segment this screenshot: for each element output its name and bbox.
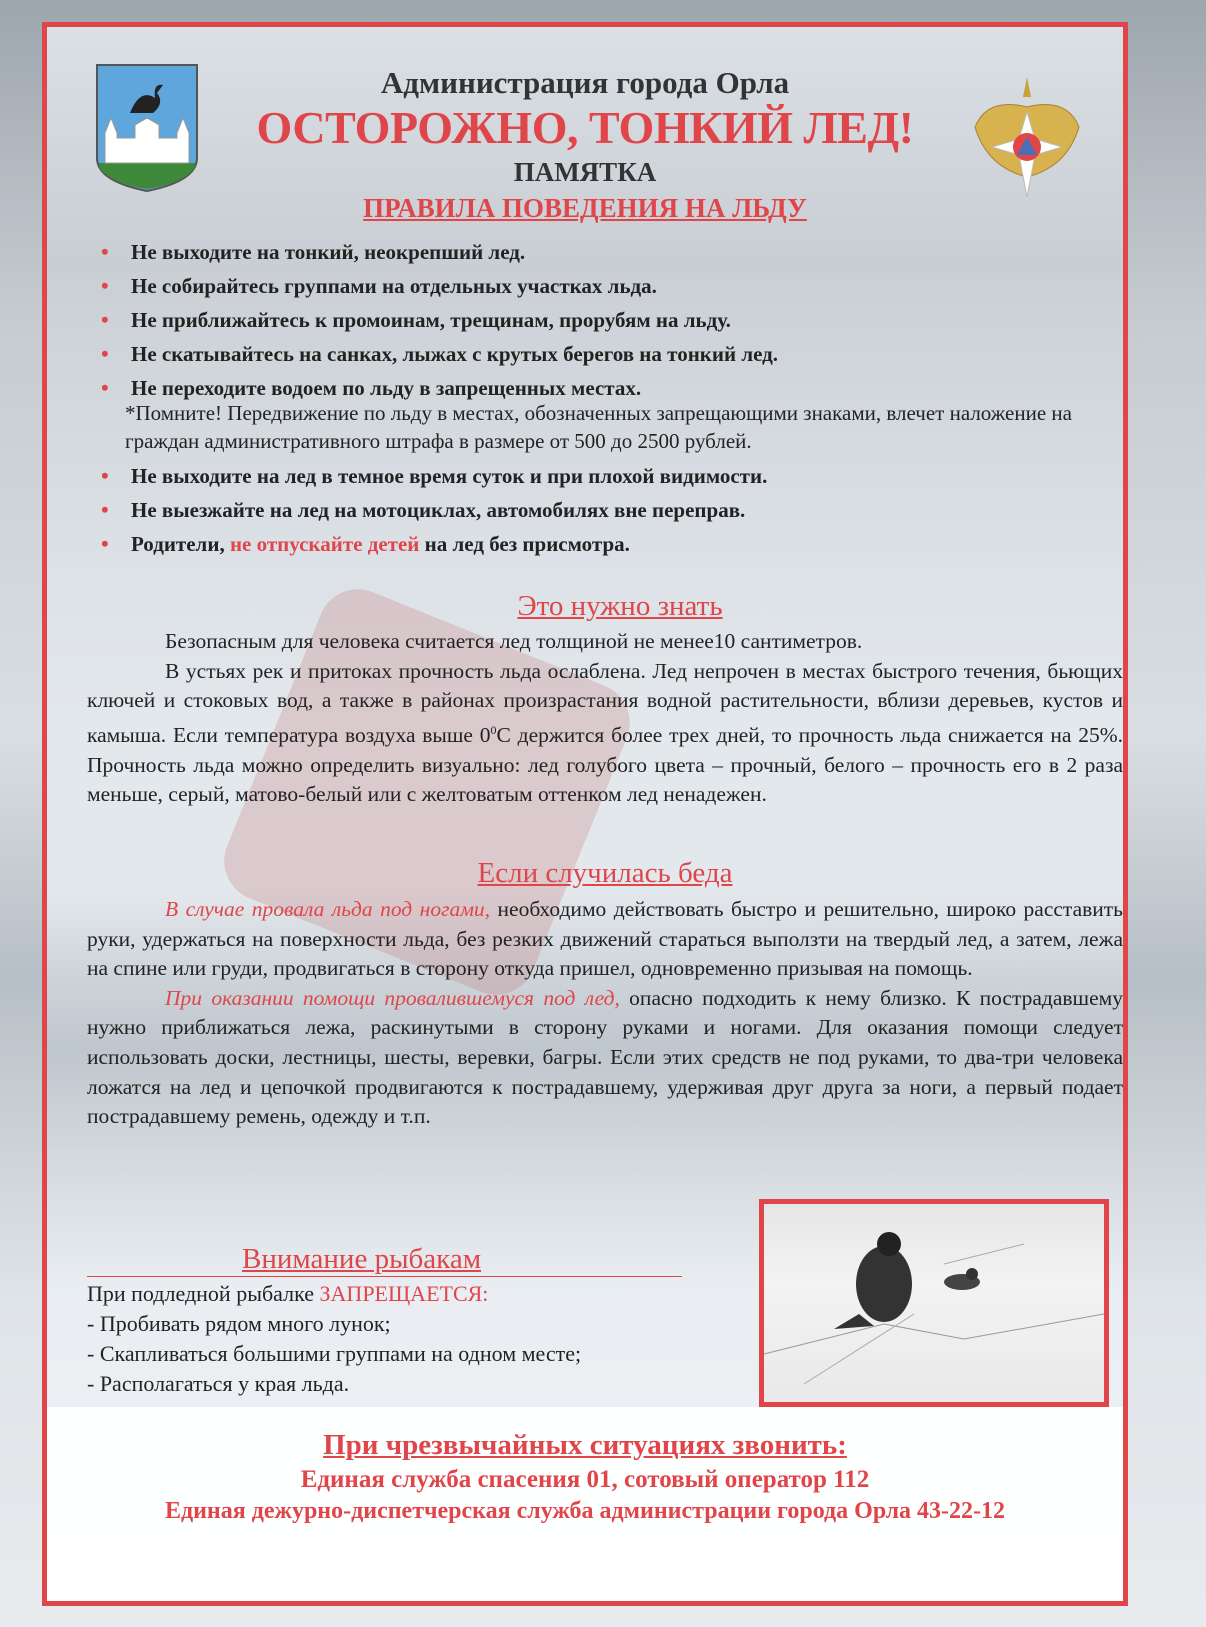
fine-note: *Помните! Передвижение по льду в местах, обозначенных запрещающими знаками, влечет наложение на граждан административного штрафа в размере от 500 до 2500 рублей. <box>125 401 1072 453</box>
rules-list <box>101 235 1111 561</box>
list-item: • Родители, не отпускайте детей на лед без присмотра. <box>101 527 1111 561</box>
list-item: • Не собирайтесь группами на отдельных участках льда. <box>101 269 1111 303</box>
fishing-section: Внимание рыбакам При подледной рыбалке ЗАПРЕЩАЕТСЯ: - Пробивать рядом много лунок; - Скапливаться большими группами на одном месте; - Располагаться у края льда. <box>87 1242 707 1399</box>
organization-name: Администрация города Орла <box>380 65 790 100</box>
know-section-text: Безопасным для человека считается лед толщиной не менее10 сантиметров. В устьях рек и притоках прочность льда ослаблена. Лед непрочен в местах быстрого течения, бьющих ключей и стоковых вод, а также в районах произрастания водной растительности, вблизи деревьев, кустов и камыша. Если температура воздуха выше $0^0С$ держится более трех дней, то прочность льда снижается на 25%. Прочность льда можно определить визуально: лед голубого цвета – прочный, белого – прочность его в 2 раза меньше, серый, матово-белый или с желтоватым оттенком лед ненадежен. <box>87 629 1123 807</box>
memo-label: ПАМЯТКА <box>513 157 657 187</box>
list-item: • Не переходите водоем по льду в запрещенных местах. <box>101 371 1111 405</box>
emergency-phone-line: Единая служба спасения 01, сотовый оператор 112 <box>300 1466 870 1493</box>
trouble-section-title: Если случилась беда <box>477 857 733 889</box>
main-title: ОСТОРОЖНО, ТОНКИЙ ЛЕД! <box>256 102 914 153</box>
emergency-contacts <box>47 1407 1123 1601</box>
list-item: - Пробивать рядом много лунок; <box>87 1311 391 1336</box>
bullet-icon: • <box>101 497 109 522</box>
list-item: - Скапливаться большими группами на одном месте; <box>87 1341 582 1366</box>
bullet-icon: • <box>101 531 109 556</box>
list-item: • Не выходите на лед в темное время суток и при плохой видимости. <box>101 459 1111 493</box>
list-item: • Не выходите на тонкий, неокрепший лед. <box>101 235 1111 269</box>
list-item: • Не выезжайте на лед на мотоциклах, автомобилях вне переправ. <box>101 493 1111 527</box>
rules-title: ПРАВИЛА ПОВЕДЕНИЯ НА ЛЬДУ <box>363 193 807 223</box>
list-item: - Располагаться у края льда. <box>87 1371 350 1396</box>
ice-rescue-photo <box>759 1199 1109 1407</box>
list-item: • Не скатывайтесь на санках, лыжах с крутых берегов на тонкий лед. <box>101 337 1111 371</box>
dispatch-phone-line: Единая дежурно-диспетчерская служба администрации города Орла 43-22-12 <box>164 1498 1006 1524</box>
trouble-section-text: В случае провала льда под ногами, необходимо действовать быстро и решительно, широко расставить руки, удержаться на поверхности льда, без резких движений стараться выползти на твердый лед, а затем, лежа на спине или груди, продвигаться в сторону откуда пришел, одновременно призывая на помощь. При оказании помощи провалившемуся под лед, опасно подходить к нему близко. К пострадавшему нужно приближаться лежа, раскинутыми в сторону руками и ногами. Для оказания помощи следует использовать доски, лестницы, шесты, веревки, багры. Если этих средств не под руками, то два-три человека ложатся на лед и цепочкой продвигаются к пострадавшему, удерживая друг друга за ноги, а первый подает пострадавшему ремень, одежду и т.п. <box>87 897 1123 1129</box>
bullet-icon: • <box>101 273 109 298</box>
rescue-scene-image <box>764 1204 1104 1402</box>
bullet-icon: • <box>101 239 109 264</box>
fishing-section-title: Внимание рыбакам <box>87 1242 682 1277</box>
bullet-icon: • <box>101 463 109 488</box>
bullet-icon: • <box>101 307 109 332</box>
know-section-title: Это нужно знать <box>517 590 723 622</box>
poster <box>42 22 1128 1606</box>
bullet-icon: • <box>101 375 109 400</box>
emergency-title: При чрезвычайных ситуациях звонить: <box>323 1429 847 1461</box>
bullet-icon: • <box>101 341 109 366</box>
list-item: • Не приближайтесь к промоинам, трещинам, прорубям на льду. <box>101 303 1111 337</box>
